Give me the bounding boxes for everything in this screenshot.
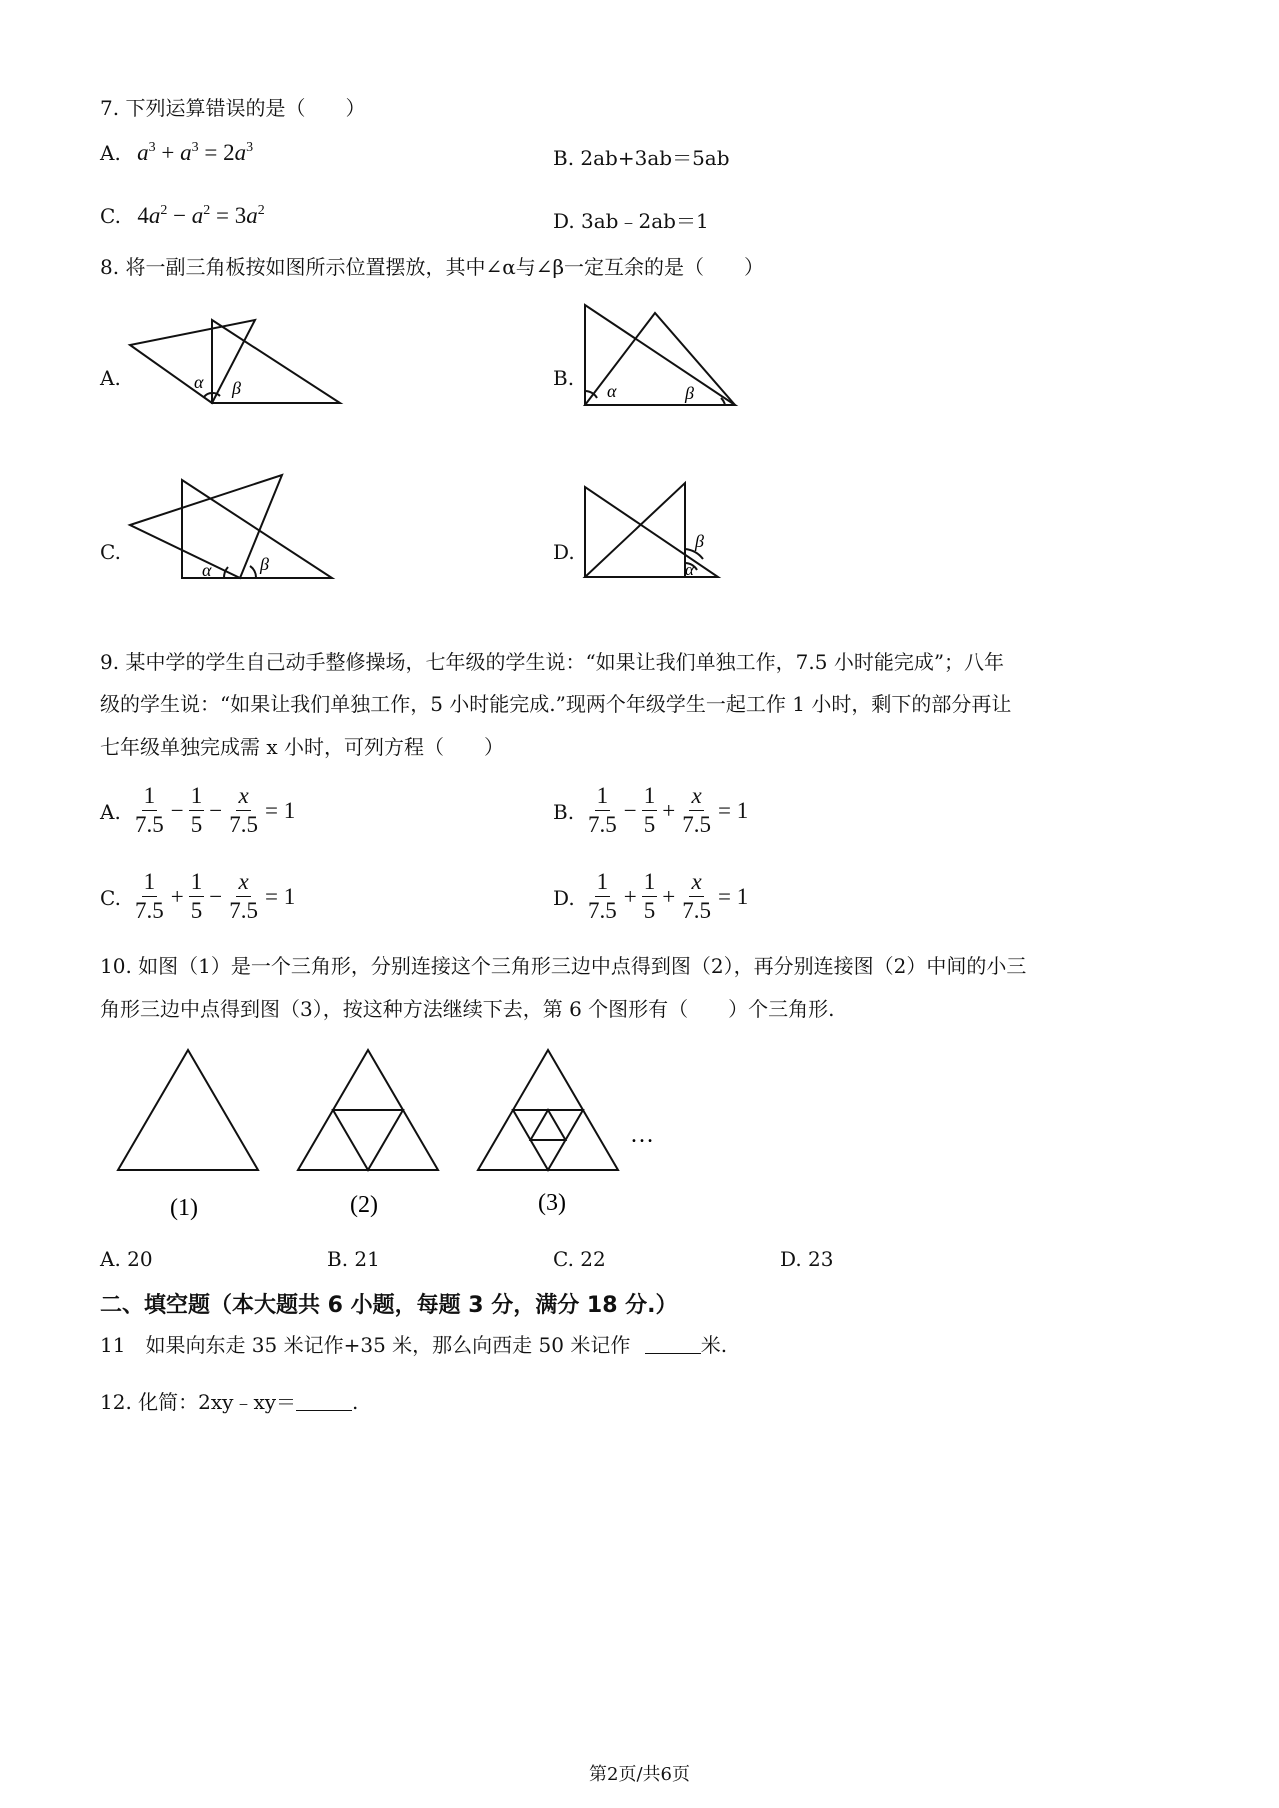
q12 <box>100 1390 358 1414</box>
q7-option-a-label: A. <box>100 141 121 165</box>
q9-option-c-equation: $\frac{1}{7.5}$ + $\frac{1}{5}$ − $\frac{x}{7.5}$ = 1 <box>135 869 296 923</box>
q11 <box>100 1333 727 1357</box>
q9-option-b-label: B. <box>553 800 575 824</box>
q10-figure-1-triangle <box>118 1050 258 1170</box>
q8-option-d-label: D. <box>553 540 575 564</box>
q9-option-d-equation: $\frac{1}{7.5}$ + $\frac{1}{5}$ + $\frac{x}{7.5}$ = 1 <box>588 869 749 923</box>
q7-option-c-label: C. <box>100 204 121 228</box>
q9-option-c-label: C. <box>100 886 121 910</box>
q8-figure-c <box>120 470 345 590</box>
q8-option-a-label: A. <box>100 366 121 390</box>
q8-b-alpha: α <box>607 381 617 401</box>
q9-line-3: 七年级单独完成需 x 小时，可列方程（ ） <box>100 735 504 759</box>
q8-figure-b <box>575 295 745 415</box>
q10-caption-1: (1) <box>170 1195 198 1221</box>
q10-line-2: 角形三边中点得到图（3），按这种方法继续下去，第 6 个图形有（ ）个三角形. <box>100 997 835 1021</box>
q7-option-d: D. 3ab﹣2ab＝1 <box>553 209 709 233</box>
q7-option-a <box>100 140 253 166</box>
q8-d-beta: β <box>695 531 704 551</box>
q9-line-1: 9. 某中学的学生自己动手整修操场，七年级的学生说：“如果让我们单独工作，7.5 小时能完成”；八年 <box>100 650 1005 674</box>
q10-caption-3: (3) <box>538 1190 566 1216</box>
q8-b-beta: β <box>685 383 694 403</box>
q7-stem: 7. 下列运算错误的是（ ） <box>100 96 366 120</box>
q8-c-beta: β <box>260 554 269 574</box>
q8-option-b-label: B. <box>553 366 575 390</box>
q7-option-c-expr: $4a^2 - a^2 = 3a^2$ <box>137 203 265 228</box>
q11-blank[interactable] <box>645 1335 701 1354</box>
q10-ellipsis: … <box>630 1122 654 1148</box>
q12-text: 12. 化简：2xy﹣xy＝ <box>100 1390 297 1414</box>
q8-a-alpha: α <box>194 372 204 392</box>
q12-blank[interactable] <box>296 1392 352 1411</box>
q9-option-d-label: D. <box>553 886 575 910</box>
q10-caption-2: (2) <box>350 1192 378 1218</box>
q7-option-a-expr: $a^3 + a^3 = 2a^3$ <box>137 140 254 165</box>
section-2-title: 二、填空题（本大题共 6 小题，每题 3 分，满分 18 分.） <box>100 1293 678 1318</box>
q11-text: 11 如果向东走 35 米记作+35 米，那么向西走 50 米记作 <box>100 1333 631 1357</box>
q8-a-beta: β <box>232 378 241 398</box>
q10-figure-3-inner <box>531 1110 566 1140</box>
q9-option-b-equation: $\frac{1}{7.5}$ − $\frac{1}{5}$ + $\frac{x}{7.5}$ = 1 <box>588 783 749 837</box>
q10-option-d: D. 23 <box>780 1247 834 1271</box>
q8-stem: 8. 将一副三角板按如图所示位置摆放，其中∠α与∠β一定互余的是（ ） <box>100 255 765 279</box>
q9-option-a-label: A. <box>100 800 121 824</box>
q8-c-alpha: α <box>202 560 212 580</box>
q10-figures <box>110 1040 670 1230</box>
q10-option-a: A. 20 <box>100 1247 153 1271</box>
q10-line-1: 10. 如图（1）是一个三角形，分别连接这个三角形三边中点得到图（2），再分别连接图（2）中间的小三 <box>100 954 1027 978</box>
q8-figure-d <box>575 475 740 585</box>
q10-option-b: B. 21 <box>327 1247 380 1271</box>
q9-line-2: 级的学生说：“如果让我们单独工作，5 小时能完成.”现两个年级学生一起工作 1 小时，剩下的部分再让 <box>100 692 1012 716</box>
q11-unit: 米. <box>700 1333 728 1357</box>
q8-option-c-label: C. <box>100 540 121 564</box>
q10-option-c: C. 22 <box>553 1247 606 1271</box>
q7-option-c <box>100 203 265 229</box>
q9-option-a-equation: $\frac{1}{7.5}$ − $\frac{1}{5}$ − $\frac{x}{7.5}$ = 1 <box>135 783 296 837</box>
q8-d-alpha: α <box>685 560 694 579</box>
q10-figure-2-inner <box>333 1110 403 1170</box>
q8-figure-a <box>120 300 360 415</box>
q7-option-b: B. 2ab+3ab＝5ab <box>553 146 730 170</box>
page-number: 第2页/共6页 <box>589 1764 690 1785</box>
q12-end: . <box>352 1390 359 1414</box>
